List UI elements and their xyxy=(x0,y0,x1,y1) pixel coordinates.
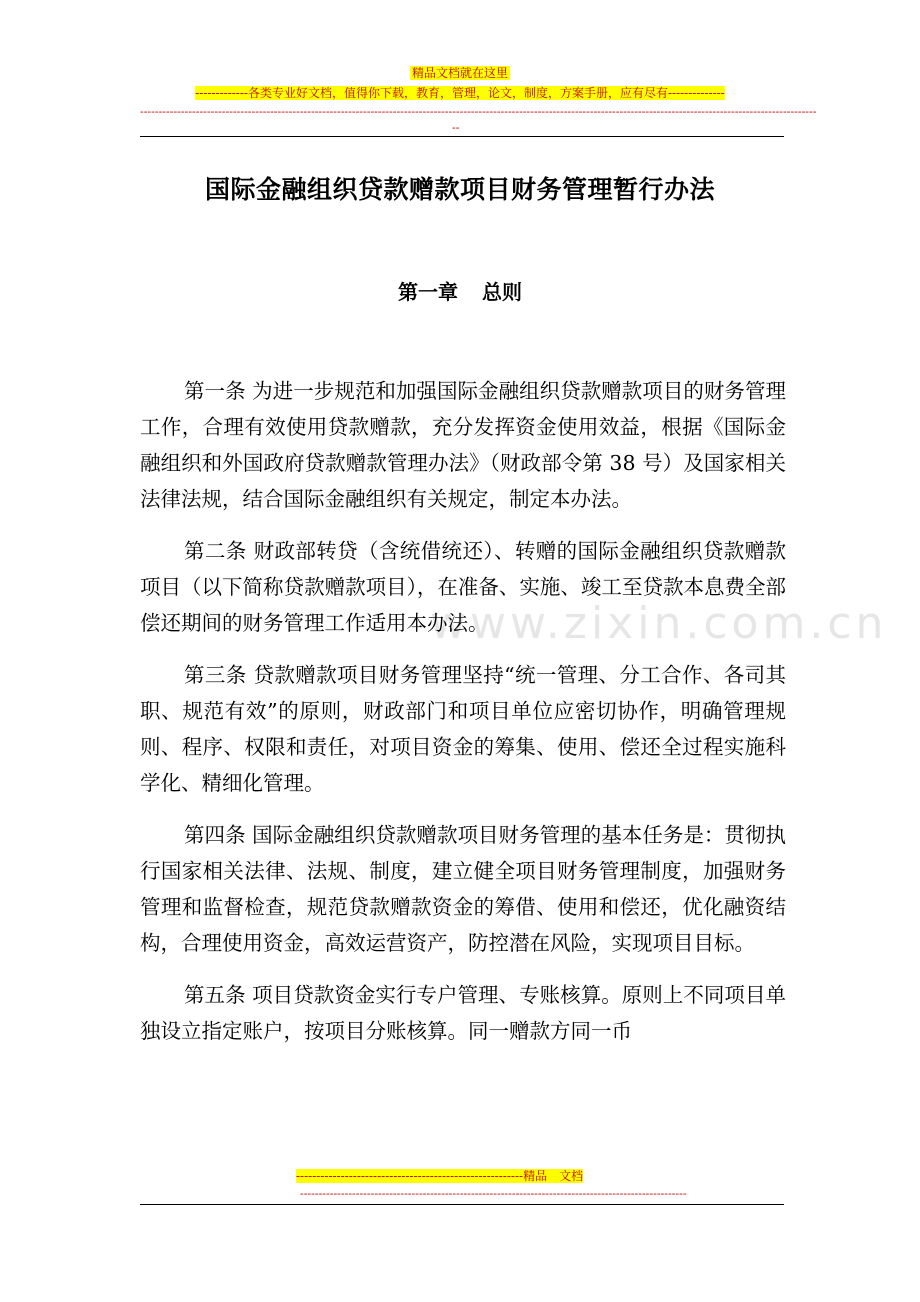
article-5: 第五条 项目贷款资金实行专户管理、专账核算。原则上不同项目单独设立指定账户，按项目分账核算。同一赠款方同一币 xyxy=(140,983,786,1043)
header-dash-line: -------------------------------------------------------------------------------------------------------------------------------------------------------------------------------------- xyxy=(140,105,817,118)
footer-dash-line: -------------------------------------------------------------------------------------------------------- xyxy=(300,1187,687,1200)
article-3: 第三条 贷款赠款项目财务管理坚持“统一管理、分工合作、各司其职、规范有效”的原则，财政部门和项目单位应密切协作，明确管理规则、程序、权限和责任，对项目资金的筹集、使用、偿还全过程实施科学化、精细化管理。 xyxy=(140,663,786,795)
footer-banner: --------------------------------------------------------精品 文档 xyxy=(296,1169,584,1183)
chapter-heading xyxy=(0,276,920,308)
footer-rule xyxy=(140,1204,784,1205)
article-2: 第二条 财政部转贷（含统借统还）、转赠的国际金融组织贷款赠款项目（以下简称贷款赠款项目），在准备、实施、竣工至贷款本息费全部偿还期间的财务管理工作适用本办法。 xyxy=(140,539,786,635)
article-4: 第四条 国际金融组织贷款赠款项目财务管理的基本任务是：贯彻执行国家相关法律、法规、制度，建立健全项目财务管理制度，加强财务管理和监督检查，规范贷款赠款资金的筹借、使用和偿还，优化融资结构，合理使用资金，高效运营资产，防控潜在风险，实现项目目标。 xyxy=(140,823,786,955)
chapter-number: 第一章 xyxy=(398,280,458,304)
article-1: 第一条 为进一步规范和加强国际金融组织贷款赠款项目的财务管理工作，合理有效使用贷款赠款，充分发挥资金使用效益，根据《国际金融组织和外国政府贷款赠款管理办法》（财政部令第 38 号）及国家相关法律法规，结合国际金融组织有关规定，制定本办法。 xyxy=(140,379,786,511)
chapter-name: 总则 xyxy=(482,280,522,304)
header-banner-title: 精品文档就在这里 xyxy=(411,66,508,80)
watermark: www.zixin.com.cn xyxy=(430,598,888,649)
header-banner-tagline: -------------各类专业好文档，值得你下载，教育，管理，论文，制度，方案手册，应有尽有-------------- xyxy=(195,86,725,100)
header-rule xyxy=(140,136,784,137)
document-body xyxy=(140,373,786,1065)
document-title: 国际金融组织贷款赠款项目财务管理暂行办法 xyxy=(204,175,715,204)
header-dash-tail: -- xyxy=(452,121,460,134)
